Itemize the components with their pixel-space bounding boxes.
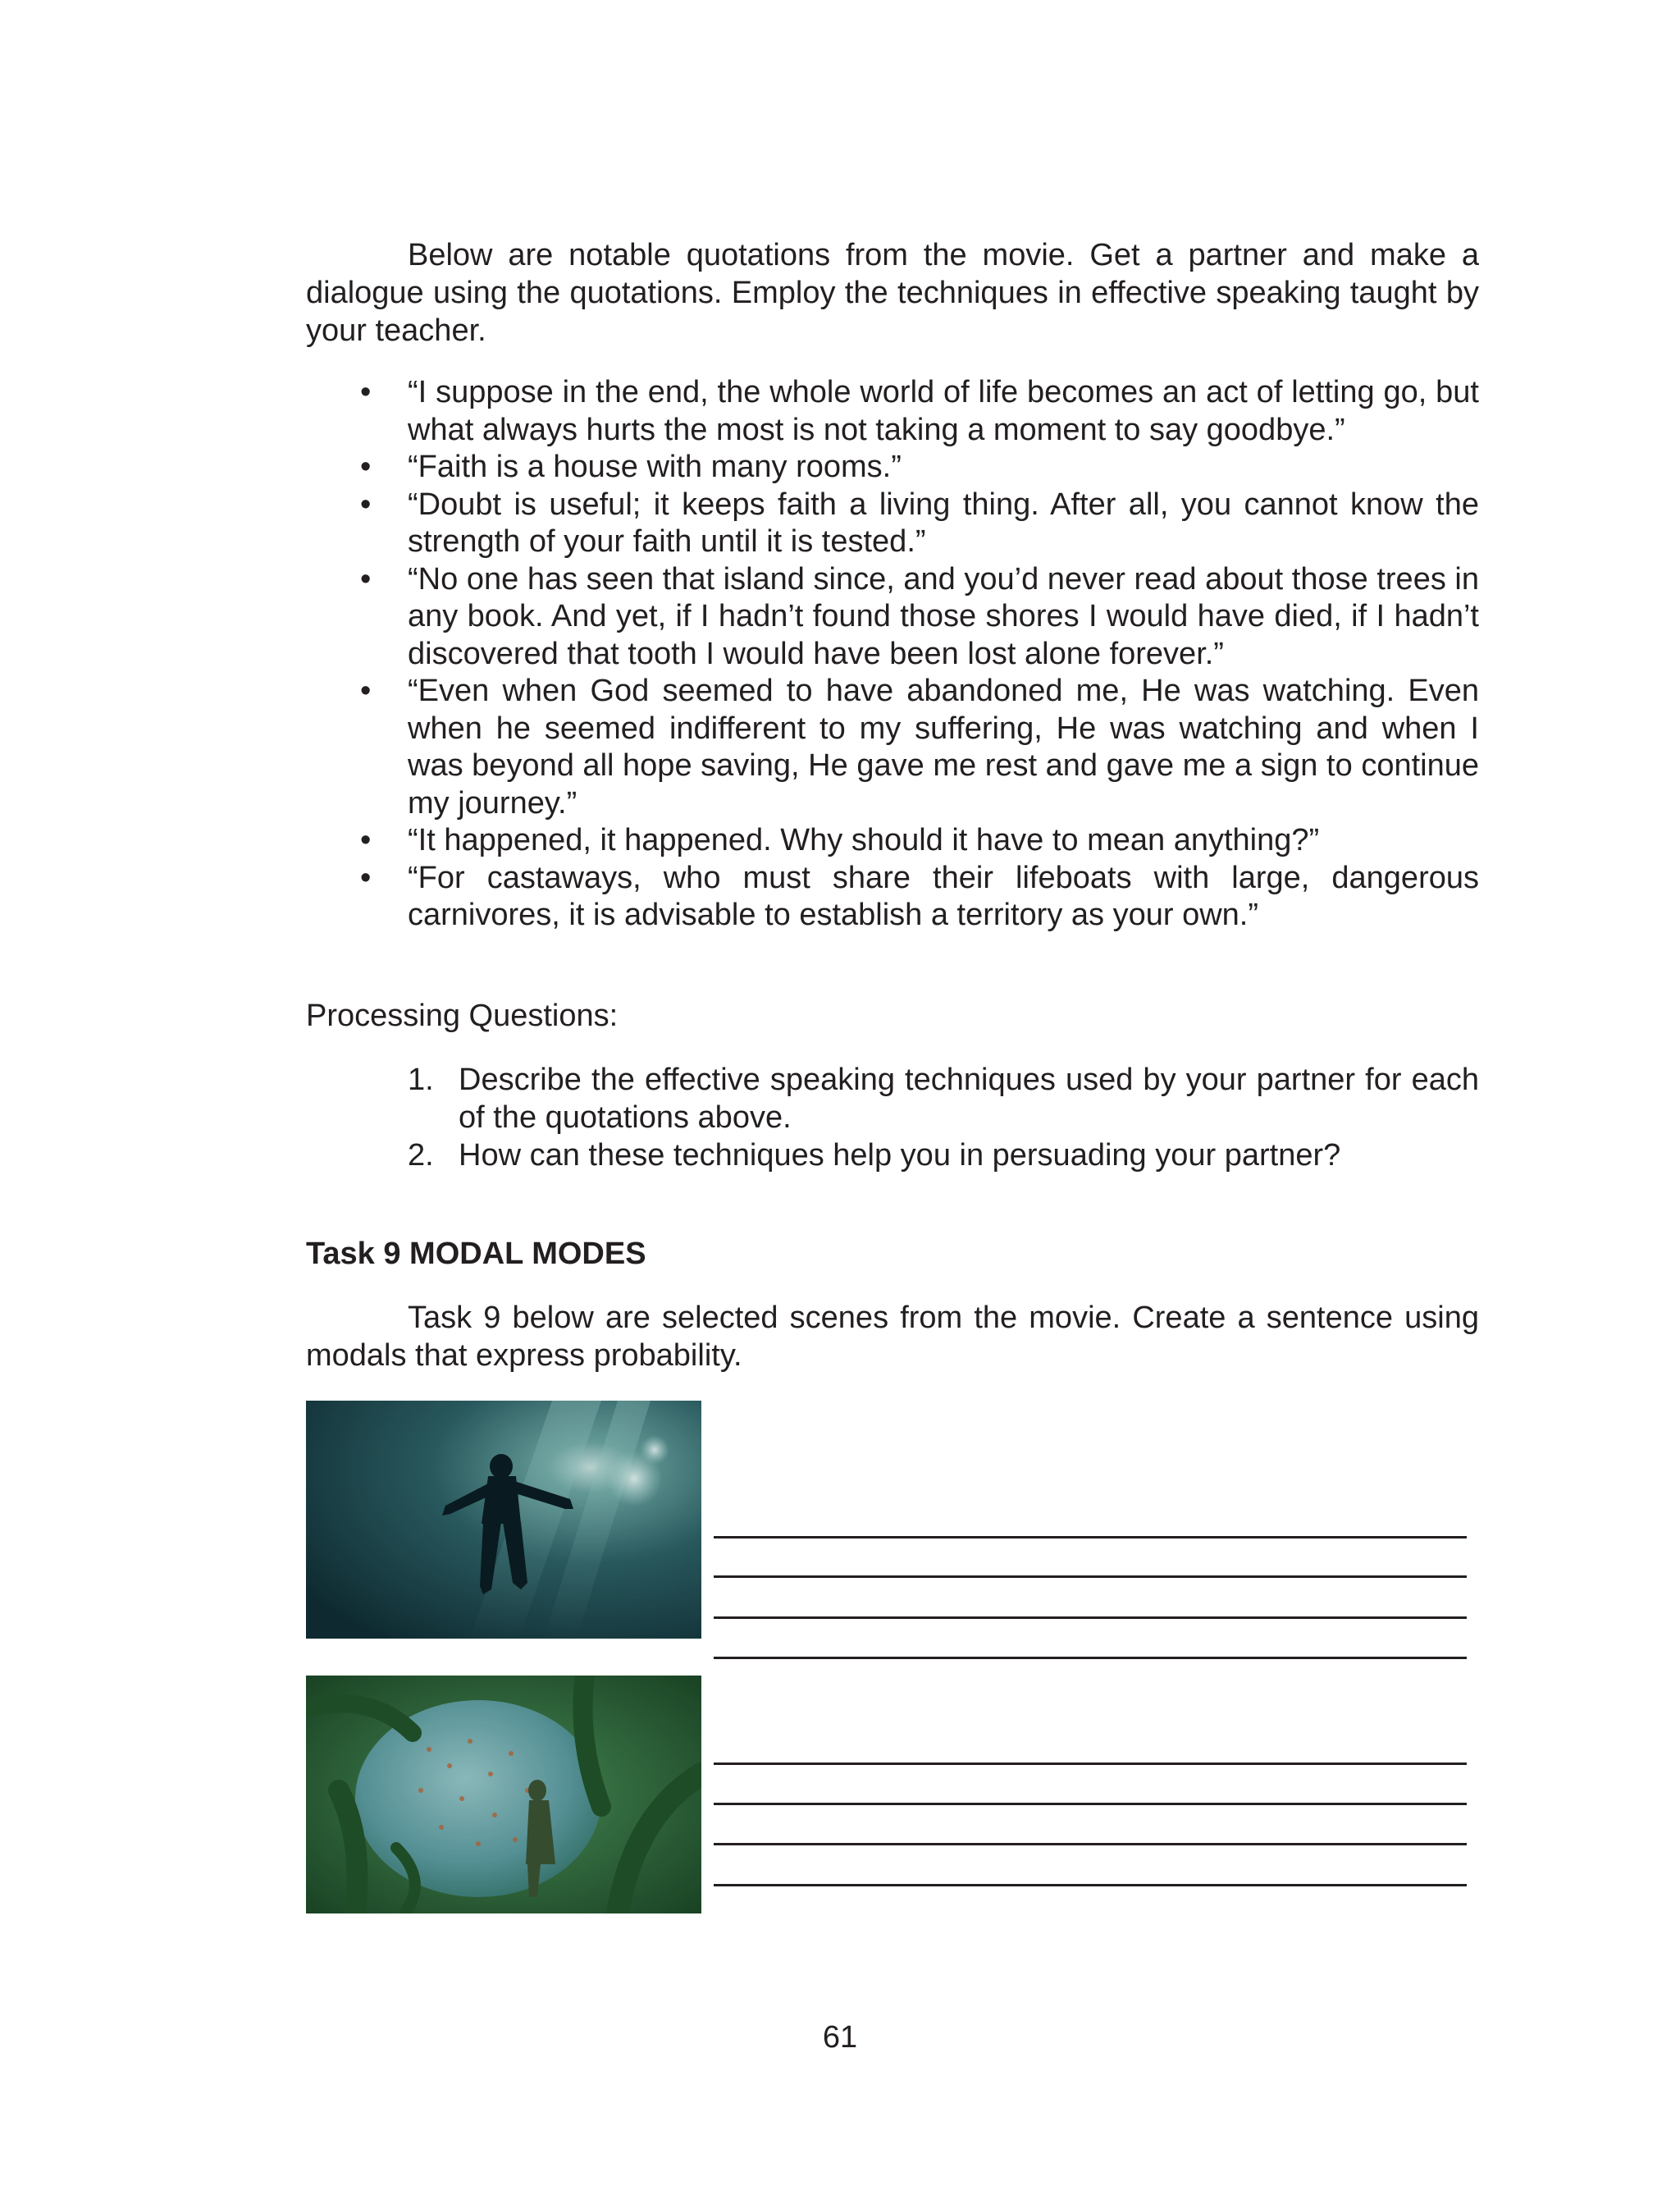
quotation-text: “Even when God seemed to have abandoned me, He was watching. Even when he seemed indifferent to my suffering, He was watching and when I was beyond all hope saving, He gave me rest and gave me a sign to continue my journey.” bbox=[408, 674, 1479, 821]
quotation-text: “Faith is a house with many rooms.” bbox=[408, 450, 902, 484]
list-item bbox=[306, 1061, 1479, 1136]
task-title: Task 9 MODAL MODES bbox=[306, 1237, 646, 1271]
answer-line[interactable] bbox=[714, 1575, 1467, 1578]
bullet: • bbox=[360, 823, 372, 857]
list-item bbox=[306, 673, 1479, 822]
quotation-text: “It happened, it happened. Why should it have to mean anything?” bbox=[408, 823, 1320, 857]
task-intro-paragraph: Task 9 below are selected scenes from the movie. Create a sentence using modals that express probability. bbox=[306, 1301, 1479, 1373]
list-item bbox=[306, 449, 1479, 487]
bullet: • bbox=[360, 674, 372, 708]
answer-line[interactable] bbox=[714, 1657, 1467, 1659]
list-item bbox=[306, 487, 1479, 561]
bullet: • bbox=[360, 860, 372, 895]
processing-questions-title: Processing Questions: bbox=[306, 999, 619, 1033]
processing-questions-list bbox=[306, 1061, 1479, 1174]
question-text: Describe the effective speaking techniques used by your partner for each of the quotations above. bbox=[459, 1063, 1479, 1135]
bullet: • bbox=[360, 487, 372, 522]
answer-line[interactable] bbox=[714, 1763, 1467, 1765]
quotation-text: “For castaways, who must share their lifeboats with large, dangerous carnivores, it is advisable to establish a territory as your own.” bbox=[408, 860, 1479, 932]
list-item bbox=[306, 374, 1479, 449]
question-number: 1. bbox=[408, 1063, 434, 1097]
list-item bbox=[306, 1136, 1479, 1174]
answer-line[interactable] bbox=[714, 1536, 1467, 1538]
page-number: 61 bbox=[822, 2020, 858, 2055]
list-item bbox=[306, 822, 1479, 860]
bullet: • bbox=[360, 450, 372, 484]
intro-paragraph: Below are notable quotations from the movie. Get a partner and make a dialogue using the quotations. Employ the techniques in effective speaking taught by your teacher. bbox=[306, 238, 1479, 348]
scene-image-underwater bbox=[306, 1401, 701, 1639]
quotation-text: “Doubt is useful; it keeps faith a living thing. After all, you cannot know the strength of your faith until it is tested.” bbox=[408, 487, 1479, 559]
list-item bbox=[306, 561, 1479, 674]
quotation-text: “I suppose in the end, the whole world of life becomes an act of letting go, but what always hurts the most is not taking a moment to say goodbye.” bbox=[408, 375, 1479, 447]
answer-line[interactable] bbox=[714, 1616, 1467, 1619]
quotation-list bbox=[306, 374, 1479, 935]
answer-line[interactable] bbox=[714, 1843, 1467, 1845]
bullet: • bbox=[360, 561, 372, 597]
question-number: 2. bbox=[408, 1138, 434, 1173]
answer-line[interactable] bbox=[714, 1884, 1467, 1886]
quotation-text: “No one has seen that island since, and you’d never read about those trees in any book. And yet, if I hadn’t found those shores I would have died, if I hadn’t discovered that tooth I would have been lost alone forever.” bbox=[408, 561, 1479, 671]
answer-line[interactable] bbox=[714, 1803, 1467, 1805]
scene-image-island bbox=[306, 1676, 701, 1913]
list-item bbox=[306, 860, 1479, 935]
question-text: How can these techniques help you in persuading your partner? bbox=[459, 1138, 1341, 1173]
bullet: • bbox=[360, 375, 372, 409]
